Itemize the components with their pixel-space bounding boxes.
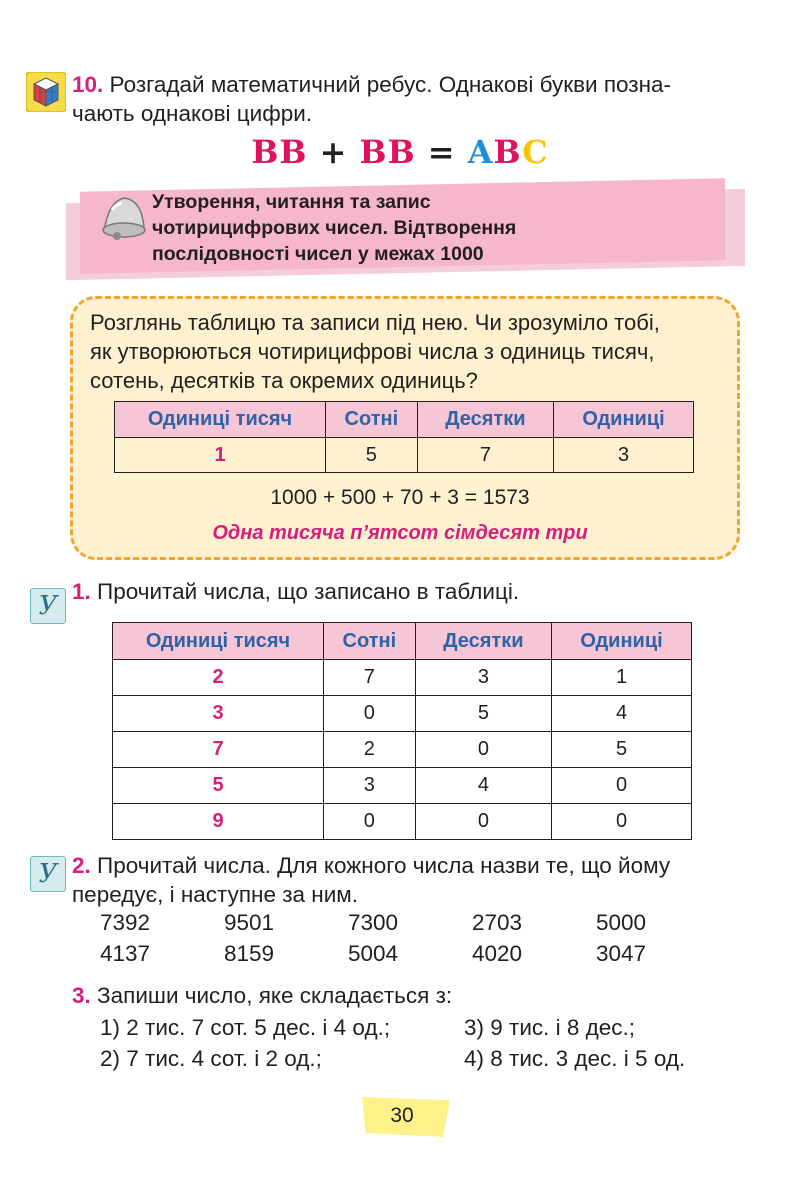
table-row bbox=[113, 768, 692, 804]
number-row bbox=[100, 910, 740, 941]
intro-line: Розглянь таблицю та записи під нею. Чи зрозуміло тобі, bbox=[90, 310, 660, 335]
task-text-cont: чають однакові цифри. bbox=[72, 101, 313, 126]
number-item: 5000 bbox=[596, 910, 647, 935]
place-value-table bbox=[112, 622, 692, 840]
number-list bbox=[100, 910, 740, 972]
task-2 bbox=[72, 851, 772, 909]
number-in-words: Одна тисяча п’ятсот сімдесят три bbox=[212, 522, 588, 544]
rebus-plus: + bbox=[319, 133, 348, 171]
number-item: 3047 bbox=[596, 941, 647, 966]
number-item: 9501 bbox=[224, 910, 275, 935]
topic-line: Утворення, читання та запис bbox=[152, 191, 431, 213]
table-header-row bbox=[115, 402, 694, 438]
option-item: 2) 7 тис. 4 сот. і 2 од.; bbox=[100, 1046, 322, 1071]
table-cell: 3 bbox=[415, 660, 551, 696]
task-number: 10. bbox=[72, 72, 104, 97]
table-cell: 0 bbox=[415, 732, 551, 768]
rebus-letter-b: B bbox=[493, 133, 523, 171]
task-text-cont: передує, і наступне за ним. bbox=[72, 882, 359, 907]
rubiks-cube-icon bbox=[26, 72, 66, 112]
number-item: 4137 bbox=[100, 941, 151, 966]
number-row bbox=[100, 941, 740, 972]
expanded-equation: 1000 + 500 + 70 + 3 = 1573 bbox=[270, 486, 530, 509]
table-header-row bbox=[113, 623, 692, 660]
header-thousands: Одиниці тисяч bbox=[113, 623, 324, 660]
table-cell: 0 bbox=[552, 804, 692, 840]
option-item: 1) 2 тис. 7 сот. 5 дес. і 4 од.; bbox=[100, 1015, 391, 1040]
table-cell: 4 bbox=[552, 696, 692, 732]
table-row bbox=[113, 660, 692, 696]
task-1 bbox=[72, 579, 519, 605]
table-cell: 7 bbox=[324, 660, 416, 696]
table-cell: 1 bbox=[115, 438, 326, 473]
option-item: 4) 8 тис. 3 дес. і 5 од. bbox=[464, 1046, 686, 1071]
table-cell: 5 bbox=[326, 438, 418, 473]
intro-text bbox=[90, 308, 730, 395]
task-3 bbox=[72, 983, 452, 1009]
header-ones: Одиниці bbox=[552, 623, 692, 660]
task-text: Прочитай числа, що записано в таблиці. bbox=[97, 579, 520, 604]
table-cell: 9 bbox=[113, 804, 324, 840]
header-tens: Десятки bbox=[417, 402, 553, 438]
rebus-letter-c: C bbox=[522, 133, 549, 171]
table-cell: 0 bbox=[415, 804, 551, 840]
table-cell: 7 bbox=[113, 732, 324, 768]
rebus-term: BB bbox=[359, 133, 416, 171]
table-row bbox=[115, 438, 694, 473]
header-hundreds: Сотні bbox=[324, 623, 416, 660]
table-cell: 3 bbox=[113, 696, 324, 732]
table-row bbox=[113, 804, 692, 840]
oral-task-icon: У bbox=[30, 856, 66, 892]
task-3-options bbox=[100, 1015, 740, 1077]
table-cell: 5 bbox=[415, 696, 551, 732]
table-cell: 1 bbox=[552, 660, 692, 696]
option-row bbox=[100, 1046, 740, 1077]
rebus-equals: = bbox=[427, 133, 456, 171]
number-item: 8159 bbox=[224, 941, 275, 966]
rebus-term: BB bbox=[251, 133, 308, 171]
task-text: Розгадай математичний ребус. Однакові букви позна- bbox=[109, 72, 672, 97]
table-cell: 7 bbox=[417, 438, 553, 473]
oral-task-icon: У bbox=[30, 588, 66, 624]
number-item: 7392 bbox=[100, 910, 151, 935]
rebus bbox=[0, 133, 800, 171]
number-item: 7300 bbox=[348, 910, 399, 935]
table-cell: 0 bbox=[552, 768, 692, 804]
topic-line: чотирицифрових чисел. Відтворення bbox=[152, 217, 517, 239]
header-thousands: Одиниці тисяч bbox=[115, 402, 326, 438]
table-row bbox=[113, 732, 692, 768]
table-cell: 2 bbox=[324, 732, 416, 768]
header-ones: Одиниці bbox=[554, 402, 694, 438]
place-value-table-example bbox=[114, 401, 694, 473]
number-item: 5004 bbox=[348, 941, 399, 966]
table-cell: 5 bbox=[552, 732, 692, 768]
topic-line: послідовності чисел у межах 1000 bbox=[152, 243, 484, 265]
number-item: 2703 bbox=[472, 910, 523, 935]
bell-icon bbox=[90, 188, 152, 248]
page-number: 30 bbox=[390, 1104, 414, 1127]
table-row bbox=[113, 696, 692, 732]
topic-title bbox=[152, 189, 712, 267]
option-item: 3) 9 тис. і 8 дес.; bbox=[464, 1015, 636, 1040]
number-item: 4020 bbox=[472, 941, 523, 966]
header-hundreds: Сотні bbox=[326, 402, 418, 438]
header-tens: Десятки bbox=[415, 623, 551, 660]
task-number: 3. bbox=[72, 983, 91, 1008]
table-cell: 2 bbox=[113, 660, 324, 696]
table-cell: 0 bbox=[324, 804, 416, 840]
intro-line: сотень, десятків та окремих одиниць? bbox=[90, 368, 478, 393]
table-cell: 0 bbox=[324, 696, 416, 732]
task-10 bbox=[72, 70, 772, 128]
table-cell: 5 bbox=[113, 768, 324, 804]
table-cell: 4 bbox=[415, 768, 551, 804]
task-text: Запиши число, яке складається з: bbox=[97, 983, 453, 1008]
intro-line: як утворюються чотирицифрові числа з одиниць тисяч, bbox=[90, 339, 655, 364]
task-number: 2. bbox=[72, 853, 91, 878]
option-row bbox=[100, 1015, 740, 1046]
table-cell: 3 bbox=[554, 438, 694, 473]
task-text: Прочитай числа. Для кожного числа назви те, що йому bbox=[97, 853, 671, 878]
table-cell: 3 bbox=[324, 768, 416, 804]
task-number: 1. bbox=[72, 579, 91, 604]
rebus-letter-a: A bbox=[467, 133, 494, 171]
